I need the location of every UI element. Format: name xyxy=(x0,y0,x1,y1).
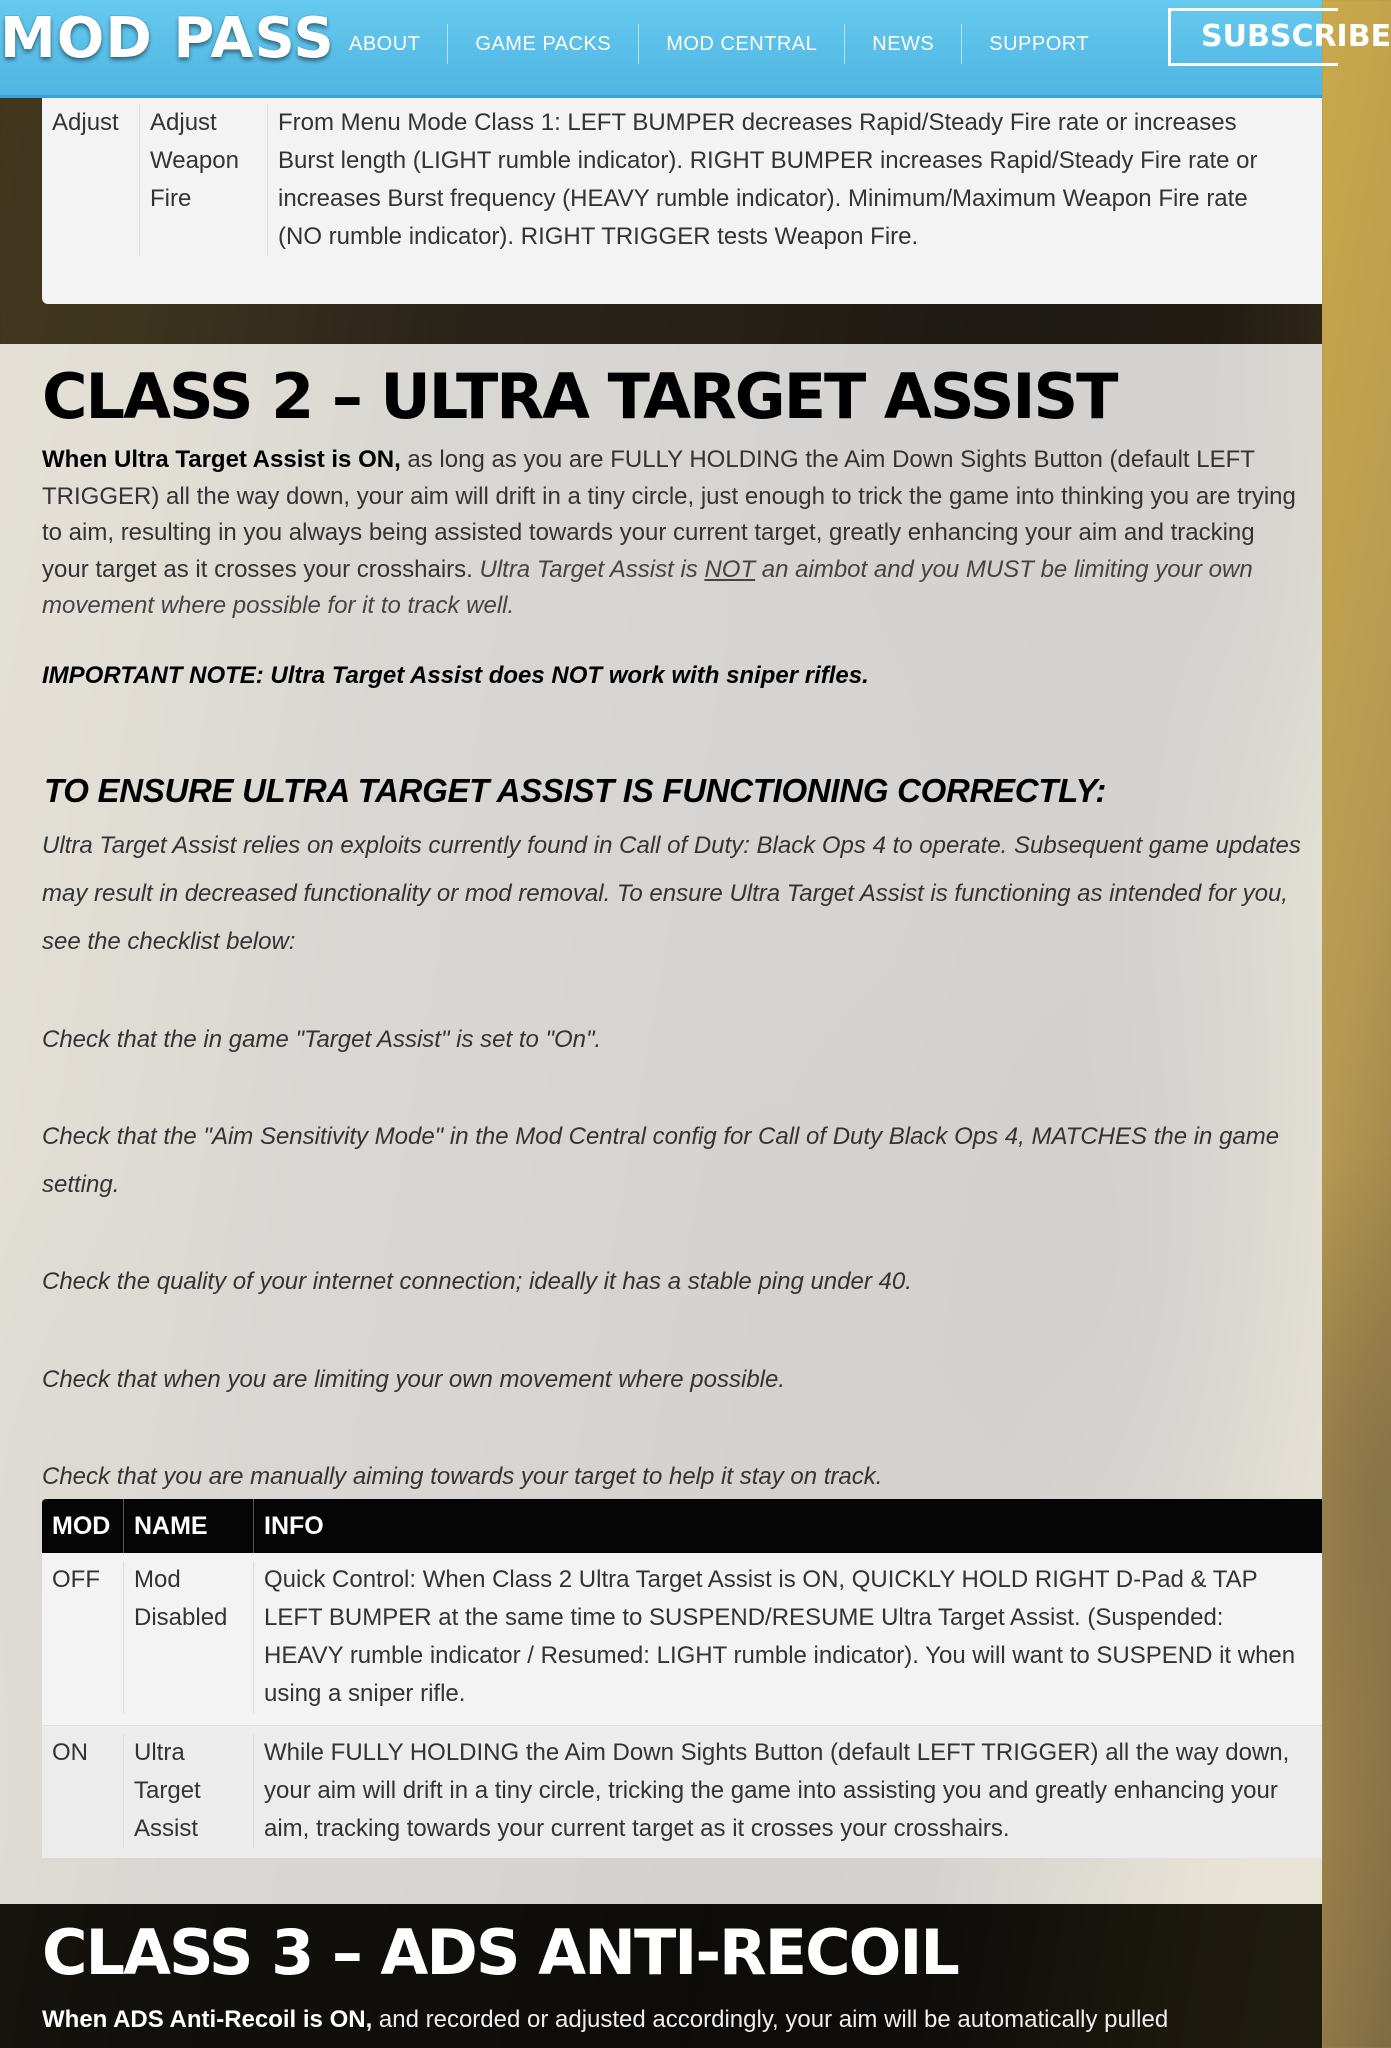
header-name: NAME xyxy=(123,1499,253,1553)
nav-item-support[interactable]: SUPPORT xyxy=(961,24,1116,64)
table-header-row xyxy=(42,1499,1322,1553)
mod-cell: ON xyxy=(52,1739,88,1766)
ensure-heading: TO ENSURE ULTRA TARGET ASSIST IS FUNCTIONING CORRECTLY: xyxy=(44,772,1107,809)
important-note: IMPORTANT NOTE: Ultra Target Assist does NOT work with sniper rifles. xyxy=(42,662,869,689)
ensure-text: Ultra Target Assist relies on exploits currently found in Call of Duty: Black Ops 4 to operate. Subsequent game updates may result in decreased functionality or mod removal. To ensure Ultra Target Assist is functioning as intended for you, see the checklist below: xyxy=(42,832,1301,955)
info-cell: While FULLY HOLDING the Aim Down Sights Button (default LEFT TRIGGER) all the way down, your aim will drift in a tiny circle, tricking the game into assisting you and greatly enhancing your aim, tracking towards your current target as it crosses your crosshairs. xyxy=(253,1734,1322,1848)
class2-heading: CLASS 2 – ULTRA TARGET ASSIST xyxy=(42,360,1117,433)
nav-item-about[interactable]: ABOUT xyxy=(349,33,421,55)
mod-cell: Adjust xyxy=(52,109,119,136)
class2-intro-bold: When Ultra Target Assist is ON, xyxy=(42,446,401,473)
nav-item-mod-central[interactable]: MOD CENTRAL xyxy=(638,24,844,64)
checklist-item: Check that the "Aim Sensitivity Mode" in the Mod Central config for Call of Duty Black Ops 4, MATCHES the in game setting. xyxy=(42,1123,1280,1198)
class2-intro xyxy=(42,442,1304,625)
nav-item-game-packs[interactable]: GAME PACKS xyxy=(447,24,638,64)
header-mod: MOD xyxy=(52,1512,111,1540)
site-logo[interactable]: MOD PASS xyxy=(0,6,335,71)
name-cell: Ultra Target Assist xyxy=(123,1734,253,1848)
nav-item-news[interactable]: NEWS xyxy=(844,24,961,64)
checklist-item: Check that you are manually aiming towards your target to help it stay on track. xyxy=(42,1463,883,1490)
info-cell: From Menu Mode Class 1: LEFT BUMPER decreases Rapid/Steady Fire rate or increases Burst length (LIGHT rumble indicator). RIGHT BUMPER increases Rapid/Steady Fire rate or increases Burst frequency (HEAVY rumble indicator). Minimum/Maximum Weapon Fire rate (NO rumble indicator). RIGHT TRIGGER tests Weapon Fire. xyxy=(267,104,1322,256)
table-row xyxy=(42,1725,1322,1858)
checklist-item: Check that the in game "Target Assist" is set to "On". xyxy=(42,1026,602,1053)
main-menu xyxy=(322,24,1116,64)
mod-cell: OFF xyxy=(52,1566,100,1593)
class3-intro-bold: When ADS Anti-Recoil is ON, xyxy=(42,2006,373,2033)
table-row xyxy=(42,1553,1322,1725)
class1-mod-table xyxy=(42,98,1322,304)
checklist-item: Check the quality of your internet connection; ideally it has a stable ping under 40. xyxy=(42,1268,912,1295)
info-cell: Quick Control: When Class 2 Ultra Target Assist is ON, QUICKLY HOLD RIGHT D-Pad & TAP LEFT BUMPER at the same time to SUSPEND/RESUME Ultra Target Assist. (Suspended: HEAVY rumble indicator / Resumed: LIGHT rumble indicator). You will want to SUSPEND it when using a sniper rifle. xyxy=(253,1561,1322,1713)
top-nav-bar xyxy=(0,0,1391,98)
class2-intro-italic-not: NOT xyxy=(704,555,756,583)
class3-heading: CLASS 3 – ADS ANTI-RECOIL xyxy=(42,1916,958,1989)
name-cell: Mod Disabled xyxy=(123,1561,253,1713)
subscribe-button[interactable]: SUBSCRIBE xyxy=(1168,8,1338,66)
class2-mod-table xyxy=(42,1499,1322,1858)
class3-intro xyxy=(42,2002,1332,2039)
class3-intro-text: and recorded or adjusted accordingly, your aim will be automatically pulled xyxy=(372,2006,1169,2033)
name-cell: Adjust Weapon Fire xyxy=(139,104,267,256)
checklist-item: Check that when you are limiting your own movement where possible. xyxy=(42,1366,786,1393)
header-info: INFO xyxy=(253,1499,1322,1553)
class2-intro-italic-a: Ultra Target Assist is xyxy=(479,555,705,583)
class2-intro-text: as long as you are FULLY HOLDING the Aim Down Sights Button (default LEFT TRIGGER) all the way down, your aim will drift in a tiny circle, just enough to trick the game into thinking you are trying to aim, resulting in you always being assisted towards your current target, greatly enhancing your aim and tracking your target as it crosses your crosshairs. xyxy=(42,446,1296,583)
table-row xyxy=(42,98,1322,256)
class2-intro-italic-b: an aimbot and you MUST be limiting your own movement where possible for it to track well. xyxy=(42,555,1253,619)
